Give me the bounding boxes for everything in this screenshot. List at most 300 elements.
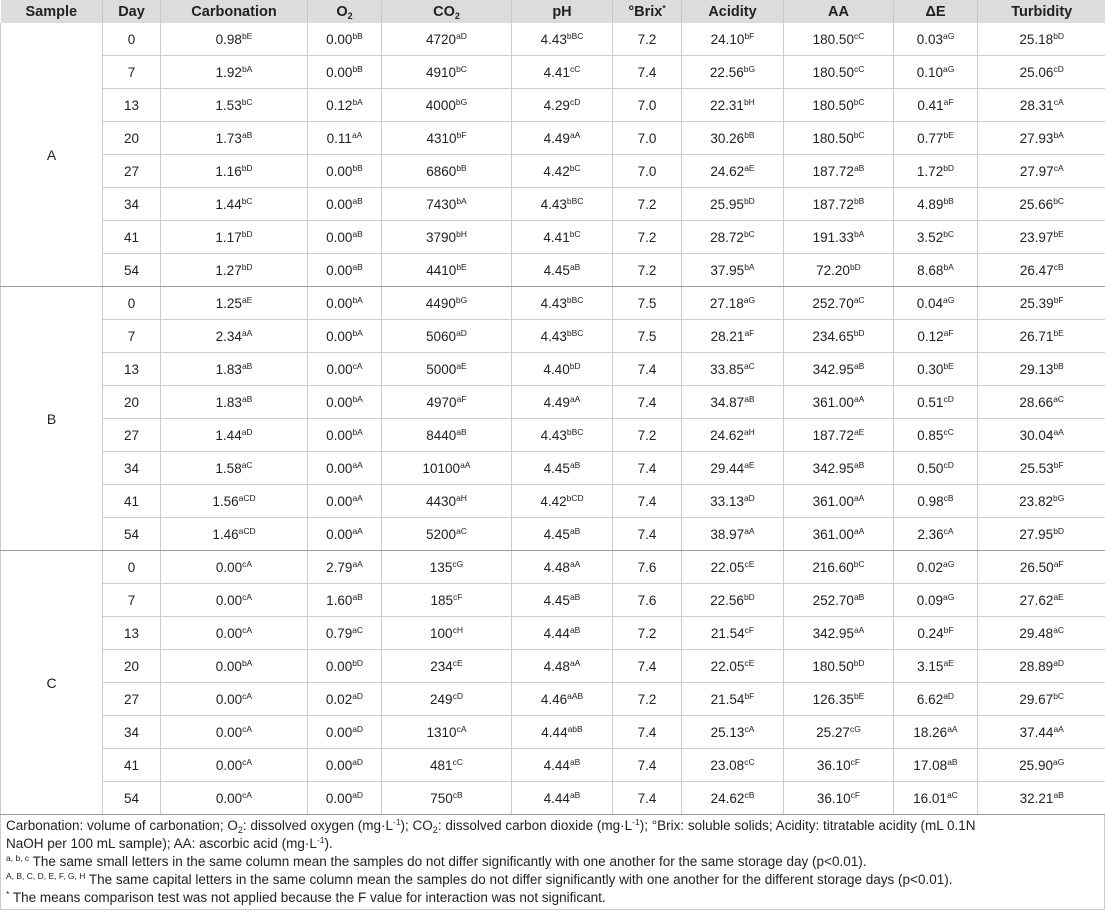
significance-letters: bE <box>241 30 253 41</box>
significance-letters: bD <box>943 162 955 173</box>
significance-letters: aE <box>943 657 954 668</box>
co2-cell <box>382 716 512 749</box>
acidity-cell <box>682 782 784 815</box>
header-sample: Sample <box>1 0 103 23</box>
significance-letters: aC <box>946 789 958 800</box>
significance-letters: bC <box>743 228 755 239</box>
table-row <box>1 485 1105 518</box>
acidity-cell <box>682 617 784 650</box>
cell-value: 21.54 <box>710 625 745 641</box>
significance-letters: bH <box>743 96 755 107</box>
cell-value: 32.21 <box>1019 790 1054 806</box>
cell-value: 30.26 <box>710 130 745 146</box>
significance-letters: aA <box>351 129 363 140</box>
ph-cell <box>512 386 613 419</box>
cell-value: 36.10 <box>816 757 851 773</box>
significance-letters: cC <box>452 756 463 767</box>
aa-cell <box>784 518 894 551</box>
cell-value: 22.31 <box>710 97 744 113</box>
significance-letters: bA <box>352 96 363 107</box>
cell-value: 29.44 <box>710 460 745 476</box>
brix-cell: 7.4 <box>613 353 682 386</box>
cell-value: 27.18 <box>709 295 744 311</box>
cell-value: 30.04 <box>1019 427 1054 443</box>
co2-cell <box>382 584 512 617</box>
significance-letters: bE <box>1053 228 1064 239</box>
significance-letters: aA <box>352 525 363 536</box>
cell-value: 4.45 <box>543 460 570 476</box>
cell-value: 249 <box>430 691 453 707</box>
cell-value: 18.26 <box>913 724 948 740</box>
o2-cell <box>308 23 382 56</box>
significance-letters: aA <box>569 657 581 668</box>
table-row <box>1 782 1105 815</box>
aa-cell <box>784 353 894 386</box>
ph-cell <box>512 716 613 749</box>
o2-cell <box>308 122 382 155</box>
co2-cell <box>382 419 512 452</box>
significance-letters: bC <box>853 129 865 140</box>
cell-value: 4.49 <box>543 394 570 410</box>
header-day: Day <box>103 0 161 23</box>
cell-value: 0.00 <box>326 493 353 509</box>
aa-cell <box>784 386 894 419</box>
cell-value: 23.97 <box>1019 229 1054 245</box>
significance-letters: aB <box>352 261 363 272</box>
significance-letters: aCD <box>238 525 256 536</box>
brix-cell: 7.4 <box>613 782 682 815</box>
delta-e-cell <box>894 749 978 782</box>
aa-cell <box>784 122 894 155</box>
acidity-cell <box>682 221 784 254</box>
significance-letters: aC <box>241 459 253 470</box>
o2-cell <box>308 683 382 716</box>
turbidity-cell <box>978 122 1105 155</box>
significance-letters: aA <box>947 723 958 734</box>
significance-letters: aG <box>743 294 756 305</box>
acidity-cell <box>682 155 784 188</box>
cell-value: 36.10 <box>816 790 851 806</box>
o2-cell <box>308 353 382 386</box>
co2-cell <box>382 56 512 89</box>
carbonation-cell <box>161 683 308 716</box>
co2-cell <box>382 749 512 782</box>
day-cell: 0 <box>103 287 161 320</box>
cell-value: 72.20 <box>816 262 850 278</box>
day-cell: 7 <box>103 320 161 353</box>
brix-cell: 7.4 <box>613 386 682 419</box>
cell-value: 1.53 <box>215 97 242 113</box>
carbonation-cell <box>161 188 308 221</box>
cell-value: 252.70 <box>812 295 854 311</box>
significance-letters: aD <box>352 756 364 767</box>
co2-cell <box>382 221 512 254</box>
ph-cell <box>512 485 613 518</box>
significance-letters: bG <box>1052 492 1065 503</box>
ph-cell <box>512 650 613 683</box>
significance-letters: cE <box>744 558 755 569</box>
ph-cell <box>512 452 613 485</box>
significance-letters: cA <box>242 591 253 602</box>
significance-letters: bD <box>849 261 861 272</box>
delta-e-cell <box>894 782 978 815</box>
significance-letters: cA <box>744 723 755 734</box>
aa-cell <box>784 56 894 89</box>
cell-value: 22.56 <box>709 64 744 80</box>
cell-value: 1.56 <box>212 493 239 509</box>
significance-letters: bC <box>853 558 865 569</box>
significance-letters: bB <box>853 195 865 206</box>
brix-cell: 7.4 <box>613 452 682 485</box>
o2-cell <box>308 287 382 320</box>
cell-value: 0.09 <box>916 592 943 608</box>
significance-letters: bE <box>943 129 954 140</box>
cell-value: 180.50 <box>812 31 854 47</box>
significance-letters: cF <box>850 756 861 767</box>
cell-value: 4.44 <box>543 790 570 806</box>
significance-letters: aD <box>352 690 364 701</box>
acidity-cell <box>682 254 784 287</box>
significance-letters: cF <box>744 624 755 635</box>
sample-cell: C <box>1 551 103 815</box>
cell-value: 0.00 <box>215 691 243 707</box>
co2-cell <box>382 89 512 122</box>
ph-cell <box>512 353 613 386</box>
significance-letters: bB <box>456 162 467 173</box>
significance-letters: bD <box>241 228 253 239</box>
cell-value: 3.15 <box>917 658 944 674</box>
cell-value: 0.00 <box>215 724 243 740</box>
co2-cell <box>382 551 512 584</box>
cell-value: 361.00 <box>812 526 854 542</box>
significance-letters: aA <box>1053 723 1064 734</box>
significance-letters: aG <box>942 591 955 602</box>
significance-letters: cA <box>242 624 253 635</box>
co2-cell <box>382 617 512 650</box>
turbidity-cell <box>978 386 1105 419</box>
significance-letters: aB <box>569 261 581 272</box>
cell-value: 1.17 <box>215 229 242 245</box>
significance-letters: aA <box>352 492 363 503</box>
header-ph: pH <box>512 0 613 23</box>
significance-letters: aC <box>743 360 755 371</box>
ph-cell <box>512 584 613 617</box>
significance-letters: aE <box>744 162 755 173</box>
ph-cell <box>512 551 613 584</box>
cell-value: 0.51 <box>917 394 944 410</box>
cell-value: 1.27 <box>215 262 242 278</box>
cell-value: 4.48 <box>543 658 570 674</box>
cell-value: 26.71 <box>1019 328 1054 344</box>
o2-cell <box>308 551 382 584</box>
significance-letters: bB <box>943 195 954 206</box>
cell-value: 0.00 <box>326 460 353 476</box>
significance-letters: bC <box>241 96 253 107</box>
delta-e-cell <box>894 584 978 617</box>
cell-value: 0.00 <box>326 163 353 179</box>
significance-letters: aA <box>460 459 471 470</box>
significance-letters: bB <box>352 162 363 173</box>
turbidity-cell <box>978 89 1105 122</box>
significance-letters: cC <box>943 426 954 437</box>
significance-letters: bF <box>744 690 755 701</box>
day-cell: 34 <box>103 716 161 749</box>
cell-value: 0.03 <box>916 31 943 47</box>
brix-cell: 7.5 <box>613 320 682 353</box>
day-cell: 7 <box>103 584 161 617</box>
significance-letters: aA <box>744 525 755 536</box>
significance-letters: aB <box>241 360 253 371</box>
delta-e-cell <box>894 155 978 188</box>
significance-letters: cA <box>242 558 253 569</box>
cell-value: 4.43 <box>540 31 567 47</box>
delta-e-cell <box>894 56 978 89</box>
o2-cell <box>308 485 382 518</box>
acidity-cell <box>682 89 784 122</box>
significance-letters: cG <box>452 558 464 569</box>
cell-value: 2.36 <box>917 526 944 542</box>
turbidity-cell <box>978 452 1105 485</box>
aa-cell <box>784 155 894 188</box>
cell-value: 180.50 <box>812 130 854 146</box>
table-row <box>1 551 1105 584</box>
o2-cell <box>308 386 382 419</box>
carbonation-cell <box>161 518 308 551</box>
aa-cell <box>784 749 894 782</box>
cell-value: 4.45 <box>543 262 570 278</box>
day-cell: 20 <box>103 386 161 419</box>
significance-letters: aD <box>352 789 364 800</box>
significance-letters: cD <box>943 393 954 404</box>
significance-letters: bA <box>943 261 954 272</box>
cell-value: 0.00 <box>326 526 353 542</box>
cell-value: 8.68 <box>917 262 944 278</box>
brix-cell: 7.4 <box>613 650 682 683</box>
cell-value: 4410 <box>426 262 457 278</box>
table-row <box>1 749 1105 782</box>
cell-value: 26.47 <box>1019 262 1054 278</box>
significance-letters: aE <box>456 360 467 371</box>
cell-value: 0.77 <box>917 130 944 146</box>
significance-letters: aE <box>241 294 253 305</box>
day-cell: 27 <box>103 155 161 188</box>
cell-value: 25.90 <box>1019 757 1053 773</box>
cell-value: 3.52 <box>916 229 944 245</box>
cell-value: 0.00 <box>326 64 353 80</box>
cell-value: 24.62 <box>710 163 745 179</box>
acidity-cell <box>682 419 784 452</box>
o2-cell <box>308 716 382 749</box>
cell-value: 3790 <box>426 229 457 245</box>
delta-e-cell <box>894 89 978 122</box>
o2-cell <box>308 56 382 89</box>
table-row <box>1 716 1105 749</box>
cell-value: 17.08 <box>913 757 948 773</box>
cell-value: 4.48 <box>543 559 570 575</box>
brix-cell: 7.4 <box>613 716 682 749</box>
significance-letters: bD <box>1053 30 1065 41</box>
cell-value: 180.50 <box>812 658 854 674</box>
cell-value: 34.87 <box>710 394 745 410</box>
significance-letters: bA <box>853 228 865 239</box>
brix-cell: 7.2 <box>613 188 682 221</box>
cell-value: 342.95 <box>812 460 854 476</box>
co2-cell <box>382 254 512 287</box>
cell-value: 28.89 <box>1019 658 1054 674</box>
delta-e-cell <box>894 716 978 749</box>
significance-letters: aE <box>744 459 755 470</box>
significance-letters: aB <box>352 228 363 239</box>
brix-cell: 7.2 <box>613 617 682 650</box>
delta-e-cell <box>894 287 978 320</box>
cell-value: 4.42 <box>543 163 570 179</box>
cell-value: 4.45 <box>543 592 570 608</box>
cell-value: 0.00 <box>326 262 353 278</box>
turbidity-cell <box>978 518 1105 551</box>
acidity-cell <box>682 56 784 89</box>
acidity-cell <box>682 287 784 320</box>
cell-value: 234.65 <box>812 328 854 344</box>
ph-cell <box>512 518 613 551</box>
o2-cell <box>308 617 382 650</box>
co2-cell <box>382 287 512 320</box>
significance-letters: bC <box>1053 195 1065 206</box>
day-cell: 41 <box>103 749 161 782</box>
significance-letters: bB <box>1053 360 1064 371</box>
aa-cell <box>784 419 894 452</box>
delta-e-cell <box>894 452 978 485</box>
cell-value: 481 <box>430 757 453 773</box>
cell-value: 4.42 <box>540 493 567 509</box>
delta-e-cell <box>894 650 978 683</box>
turbidity-cell <box>978 188 1105 221</box>
acidity-cell <box>682 683 784 716</box>
cell-value: 4.44 <box>543 625 570 641</box>
cell-value: 187.72 <box>812 196 854 212</box>
carbonation-cell <box>161 452 308 485</box>
o2-cell <box>308 584 382 617</box>
significance-letters: cC <box>853 30 865 41</box>
co2-cell <box>382 452 512 485</box>
cell-value: 6860 <box>426 163 457 179</box>
cell-value: 252.70 <box>812 592 854 608</box>
turbidity-cell <box>978 419 1105 452</box>
aa-cell <box>784 716 894 749</box>
turbidity-cell <box>978 287 1105 320</box>
aa-cell <box>784 617 894 650</box>
day-cell: 54 <box>103 518 161 551</box>
significance-letters: bD <box>853 657 865 668</box>
aa-cell <box>784 221 894 254</box>
significance-letters: aD <box>743 492 755 503</box>
cell-value: 180.50 <box>812 64 854 80</box>
cell-value: 0.00 <box>215 757 243 773</box>
cell-value: 24.10 <box>710 31 745 47</box>
cell-value: 4.29 <box>543 97 570 113</box>
ph-cell <box>512 683 613 716</box>
significance-letters: bB <box>744 129 755 140</box>
delta-e-cell <box>894 188 978 221</box>
carbonation-cell <box>161 122 308 155</box>
cell-value: 0.00 <box>326 427 353 443</box>
cell-value: 1.25 <box>215 295 242 311</box>
significance-letters: aD <box>943 690 955 701</box>
cell-value: 342.95 <box>812 361 854 377</box>
footnote-small-letters: $^{a, b, c}$ The same small letters in the same column mean the samples do not differ significantly with one another for the same storage day (p<0.01). <box>6 853 867 869</box>
header-o2: $O_2$ <box>308 0 382 23</box>
brix-cell: 7.2 <box>613 419 682 452</box>
acidity-cell <box>682 188 784 221</box>
significance-letters: bD <box>743 195 755 206</box>
cell-value: 4.45 <box>543 526 570 542</box>
table-row <box>1 155 1105 188</box>
significance-letters: aA <box>352 459 363 470</box>
significance-letters: aB <box>947 756 958 767</box>
significance-letters: bD <box>241 162 253 173</box>
cell-value: 29.13 <box>1019 361 1054 377</box>
significance-letters: bF <box>456 129 467 140</box>
cell-value: 0.00 <box>215 790 243 806</box>
significance-letters: cA <box>1053 162 1064 173</box>
significance-letters: aF <box>456 393 467 404</box>
significance-letters: bA <box>352 327 363 338</box>
aa-cell <box>784 320 894 353</box>
carbonation-cell <box>161 584 308 617</box>
cell-value: 21.54 <box>710 691 745 707</box>
carbonation-cell <box>161 749 308 782</box>
cell-value: 4.44 <box>543 757 570 773</box>
significance-letters: aG <box>942 558 955 569</box>
cell-value: 126.35 <box>812 691 854 707</box>
significance-letters: bA <box>744 261 755 272</box>
cell-value: 0.02 <box>916 559 943 575</box>
cell-value: 0.85 <box>917 427 944 443</box>
significance-letters: bC <box>853 96 865 107</box>
aa-cell <box>784 782 894 815</box>
acidity-cell <box>682 584 784 617</box>
co2-cell <box>382 155 512 188</box>
turbidity-cell <box>978 23 1105 56</box>
acidity-cell <box>682 122 784 155</box>
brix-cell: 7.4 <box>613 56 682 89</box>
significance-letters: bB <box>352 63 363 74</box>
significance-letters: aE <box>853 426 865 437</box>
significance-letters: aA <box>241 327 253 338</box>
table-row <box>1 419 1105 452</box>
significance-letters: bA <box>1053 129 1064 140</box>
o2-cell <box>308 749 382 782</box>
cell-value: 4.46 <box>540 691 568 707</box>
turbidity-cell <box>978 155 1105 188</box>
ph-cell <box>512 221 613 254</box>
cell-value: 0.00 <box>215 625 243 641</box>
cell-value: 4.40 <box>543 361 570 377</box>
acidity-cell <box>682 452 784 485</box>
significance-letters: cB <box>452 789 463 800</box>
carbonation-cell <box>161 419 308 452</box>
significance-letters: cD <box>1053 63 1064 74</box>
cell-value: 1.46 <box>212 526 239 542</box>
co2-cell <box>382 23 512 56</box>
significance-letters: aF <box>1053 558 1064 569</box>
acidity-cell <box>682 518 784 551</box>
significance-letters: aA <box>853 525 865 536</box>
cell-value: 37.95 <box>710 262 745 278</box>
cell-value: 0.00 <box>326 229 353 245</box>
carbonation-cell <box>161 782 308 815</box>
brix-cell: 7.4 <box>613 485 682 518</box>
acidity-cell <box>682 353 784 386</box>
